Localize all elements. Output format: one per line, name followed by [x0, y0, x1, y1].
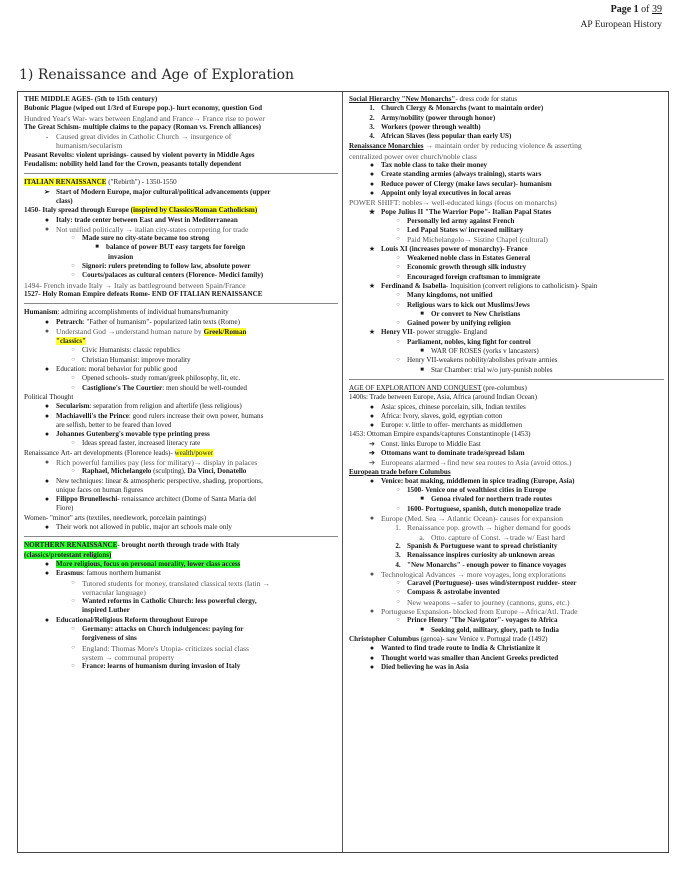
- page-header: [581, 4, 662, 30]
- divider: [24, 303, 338, 304]
- power-shift: POWER SHIFT: nobles→ well-educated kings (focus on monarchs): [349, 198, 557, 208]
- bullet-icon: ●: [44, 476, 50, 485]
- bullet-icon: ●: [369, 161, 375, 170]
- circle-bullet-icon: ○: [71, 579, 75, 586]
- square-bullet-icon: ■: [420, 310, 424, 317]
- circle-bullet-icon: ○: [396, 301, 400, 308]
- circle-bullet-icon: ○: [396, 338, 400, 345]
- square-bullet-icon: ■: [95, 244, 99, 251]
- bullet-icon: ●: [369, 421, 375, 430]
- peasant-revolts: Peasant Revolts: violent uprisings- caused by violent poverty in Middle Ages: [24, 150, 255, 159]
- unit-title: 1) Renaissance and Age of Exploration: [19, 67, 295, 83]
- circle-bullet-icon: ○: [71, 235, 75, 242]
- divider: [24, 173, 338, 174]
- schism-sub: - Caused great divides in Catholic Church → insurgence of: [24, 132, 338, 141]
- year-1494: 1494- French invade Italy → Italy as battleground between Spain/France: [24, 280, 246, 290]
- course-name: AP European History: [580, 20, 662, 30]
- middle-ages-title: THE MIDDLE AGES- (5th to 15th century): [24, 95, 158, 103]
- left-column: THE MIDDLE AGES- (5th to 15th century) Bubonic Plague (wiped out 1/3rd of Europe pop.)- hurt economy, question God Hundred Year's War- wars between England and France→ France rise to power The Great Schism- multiple claims to the papacy (Roman vs. French alliances) - Caused great divides in Catholic Church → insurgence of humanism/secularism Peasant Revolts: violent uprisings- caused by violent poverty in Middle Ages Feudalism: nobility held land for the Crown, peasants totally dependent ITALIAN RENAISSANCE ("Rebirth") - 1350-1550 ➢ Start of Modern Europe, major cultural/political advancements (upper class) 1450- Italy spread through Europe (inspired by Classics/Roman Catholicism) ● Italy: trade center between East and West in Mediterranean ● Not unified politically → italian city-states competing for trade ○ Made sure no city-state became too strong ■ balance of power BUT easy targets for foreign invasion ○ Signori: rulers pretending to follow law, absolute power ○ Courts/palaces as cultural centers (Florence- Medici family) 1494- French invade Italy → Italy as battleground between Spain/France 1527- Holy Roman Empire defeats Rome- END OF ITALIAN RENAISSANCE Humanism: admiring accomplishments of individual humans/humanity ● Petrarch: "Father of humanism"- popularized latin texts (Rome) ● Understand God →understand human nature by Greek/Roman "classics" ○ Civic Humanists: classic republics ○ Christian Humanist: improve morality ● Education: moral behavior for public good ○ Opened schools- study roman/greek philosophy, lit, etc. ○ Castiglione's The Courtier: men should be well-rounded Political Thought ● Secularism: separation from religion and afterlife (less religious) ● Machiavelli's the Prince: good rulers increase their own power, humans are selfish, better to be feared than loved ● Johannes Gutenberg's movable type printing press ○ Ideas spread faster, increased literacy rate Renaissance Art- art developments (Florence leads)- wealth/power ● Rich powerful families pay (less for military)→ display in palaces ○ Raphael, Michelangelo (sculpting), Da Vinci, Donatello ● New techniques: linear & atmospheric perspective, shading, proportions, unique faces on human figures ● Filippo Brunelleschi- renaissance architect (Dome of Santa Maria del Fiore) Women- "minor" arts (textiles, needlework, porcelain paintings) ● Their work not allowed in public, major art schools male only NORTHERN RENAISSANCE- brought north through trade with Italy (classics/protestant religions) ● More religious, focus on personal morality, lower class access ● Erasmus: famous northern humanist ○ Tutored students for money, translated classical texts (latin → vernacular language) ○ Wanted reforms in Catholic Church: less powerful clergy, inspired Luther ● Educational/Religious Reform throughout Europe ○ Germany: attacks on Church indulgences: paying for forgiveness of sins ○ England: Thomas More's Utopia- criticizes social class system → communal property ○ France: learns of humanism during invasion of Italy: [18, 92, 343, 852]
- exploration-title: AGE OF EXPLORATION AND CONQUEST (pre-columbus): [349, 383, 527, 392]
- bullet-icon: ●: [44, 411, 50, 420]
- circle-bullet-icon: ○: [71, 626, 75, 633]
- bullet-icon: ●: [369, 662, 375, 671]
- square-bullet-icon: ■: [420, 496, 424, 503]
- circle-bullet-icon: ○: [71, 384, 75, 391]
- arrow-icon: ➔: [368, 458, 376, 468]
- bullet-icon: ●: [44, 615, 50, 624]
- bullet-icon: ●: [44, 495, 50, 504]
- circle-bullet-icon: ○: [71, 644, 75, 651]
- bullet-icon: ●: [44, 215, 50, 224]
- circle-bullet-icon: ○: [396, 264, 400, 271]
- bullet-icon: ●: [369, 514, 375, 523]
- bullet-icon: ●: [369, 607, 375, 616]
- notes-table: [17, 91, 669, 853]
- circle-bullet-icon: ○: [396, 580, 400, 587]
- arrow-icon: ➔: [369, 448, 375, 457]
- hundred-years-war: Hundred Year's War- wars between England and France→ France rise to power: [24, 113, 265, 123]
- bullet-icon: ●: [44, 326, 50, 335]
- bullet-icon: ●: [44, 430, 50, 439]
- year-1527: 1527- Holy Roman Empire defeats Rome- END OF ITALIAN RENAISSANCE: [24, 289, 263, 298]
- bullet-icon: ●: [369, 179, 375, 188]
- star-icon: ★: [368, 281, 376, 290]
- circle-bullet-icon: ○: [71, 375, 75, 382]
- star-icon: ★: [368, 328, 376, 337]
- circle-bullet-icon: ○: [396, 273, 400, 280]
- feudalism: Feudalism: nobility held land for the Crown, peasants totally dependent: [24, 160, 242, 169]
- circle-bullet-icon: ○: [396, 589, 400, 596]
- square-bullet-icon: ■: [420, 626, 424, 633]
- bullet-icon: ●: [44, 365, 50, 374]
- arrowhead-icon: ➢: [44, 187, 50, 196]
- page-number: Page 1 of 39: [610, 4, 662, 15]
- bullet-icon: ●: [369, 644, 375, 653]
- circle-bullet-icon: ○: [71, 598, 75, 605]
- plague: Bubonic Plague (wiped out 1/3rd of Europe pop.)- hurt economy, question God: [24, 104, 263, 113]
- circle-bullet-icon: ○: [396, 227, 400, 234]
- divider: [349, 379, 664, 380]
- circle-bullet-icon: ○: [71, 272, 75, 279]
- circle-bullet-icon: ○: [71, 263, 75, 270]
- square-bullet-icon: ■: [420, 348, 424, 355]
- circle-bullet-icon: ○: [396, 598, 400, 605]
- circle-bullet-icon: ○: [396, 255, 400, 262]
- bullet-icon: ●: [44, 402, 50, 411]
- right-column: Social Hierarchy "New Monarchs"- dress code for status 1. Church Clergy & Monarchs (want to maintain order) 2. Army/nobility (power through honor) 3. Workers (power through wealth) 4. African Slaves (less popular than early US) Renaissance Monarchies → maintain order by reducing violence & asserting centralized power over church/noble class ● Tax noble class to take their money ● Create standing armies (always training), starts wars ● Reduce power of Clergy (make laws secular)- humanism ● Appoint only loyal executives in local areas POWER SHIFT: nobles→ well-educated kings (focus on monarchs) ★ Pope Julius II "The Warrior Pope"- Italian Papal States ○ Personally led army against French ○ Led Papal States w/ increased military ○ Paid Michelangelo→ Sistine Chapel (cultural) ★ Louis XI (increases power of monarchy)- France ○ Weakened noble class in Estates General ○ Economic growth through silk industry ○ Encouraged foreign craftsman to immigrate ★ Ferdinand & Isabella- Inquisition (convert religions to catholicism)- Spain ○ Many kingdoms, not unified ○ Religious wars to kick out Muslims/Jews ■ Or convert to New Christians ○ Gained power by unifying religion ★ Henry VII- power struggle- England ○ Parliament, nobles, king fight for control ■ WAR OF ROSES (yorks v lancasters) ○ Henry VII-weakens nobility/abolishes private armies ■ Star Chamber: trial w/o jury-punish nobles AGE OF EXPLORATION AND CONQUEST (pre-columbus) 1400s: Trade between Europe, Asia, Africa (around Indian Ocean) ● Asia: spices, chinese porcelain, silk, Indian textiles ● Africa: Ivory, slaves, gold, egyptian cotton ● Europe: v. little to offer- merchants as middlemen 1453: Ottoman Empire expands/captures Constantinople (1453) ➔ Const. links Europe to Middle East ➔ Ottomans want to dominate trade/spread Islam ➔ Europeans alarmed→find new sea routes to Asia (avoid ottos.) European trade before Columbus ● Venice: boat making, middlemen in spice trading (Europe, Asia) ○ 1500- Venice one of wealthiest cities in Europe ■ Genoa rivaled for northern trade routes ○ 1600- Portuguese, spanish, dutch monopolize trade ● Europe (Med. Sea → Atlantic Ocean)- causes for expansion 1. Renaissance pop. growth → higher demand for goods a. Otto. capture of Const. →trade w/ East hard 2. Spanish & Portuguese want to spread christianity 3. Renaissance inspires curiosity ab unknown areas 4. "New Monarchs" - enough power to finance voyages ● Technological Advances → more voyages, long explorations ○ Caravel (Portuguese)- uses wind/sternpost rudder- steer ○ Compass & astrolabe invented ○ New weapons→safer to journey (cannons, guns, etc.) ● Portuguese Expansion- blocked from Europe→Africa/Atl. Trade ○ Prince Henry "The Navigator"- voyages to Africa ■ Seeking gold, military, glory, path to India Christopher Columbus (genoa)- saw Venice v. Portugal trade (1492) ● Wanted to find trade route to India & Christianize it ● Thought world was smaller than Ancient Greeks predicted ● Died believing he was in Asia: [343, 92, 668, 852]
- star-icon: ★: [368, 244, 376, 253]
- before-columbus: European trade before Columbus: [349, 467, 451, 476]
- bullet-icon: ●: [44, 559, 50, 568]
- circle-bullet-icon: ○: [396, 236, 400, 243]
- dash-marker: -: [45, 132, 49, 142]
- circle-bullet-icon: ○: [396, 217, 400, 224]
- bullet-icon: ●: [44, 457, 50, 466]
- circle-bullet-icon: ○: [71, 347, 75, 354]
- bullet-icon: ●: [44, 224, 50, 233]
- bullet-icon: ●: [44, 523, 50, 532]
- circle-bullet-icon: ○: [71, 468, 75, 475]
- divider: [24, 536, 338, 537]
- great-schism: The Great Schism- multiple claims to the papacy (Roman vs. French alliances): [24, 122, 261, 131]
- star-icon: ★: [368, 207, 376, 216]
- bullet-icon: ●: [369, 170, 375, 179]
- social-hierarchy-title: Social Hierarchy "New Monarchs"- dress code for status: [349, 95, 518, 103]
- bullet-icon: ●: [369, 653, 375, 662]
- circle-bullet-icon: ○: [396, 505, 400, 512]
- bullet-icon: ●: [369, 569, 375, 578]
- bullet-icon: ●: [369, 402, 375, 411]
- circle-bullet-icon: ○: [71, 663, 75, 670]
- arrow-icon: ➔: [369, 439, 375, 448]
- northern-title: NORTHERN RENAISSANCE- brought north through trade with Italy: [24, 541, 240, 550]
- italian-title: ITALIAN RENAISSANCE ("Rebirth") - 1350-1550: [24, 178, 177, 187]
- circle-bullet-icon: ○: [396, 617, 400, 624]
- bullet-icon: ●: [369, 188, 375, 197]
- circle-bullet-icon: ○: [396, 292, 400, 299]
- bullet-icon: ●: [44, 569, 50, 578]
- circle-bullet-icon: ○: [396, 487, 400, 494]
- circle-bullet-icon: ○: [396, 357, 400, 364]
- square-bullet-icon: ■: [420, 366, 424, 373]
- bullet-icon: ●: [369, 411, 375, 420]
- circle-bullet-icon: ○: [71, 356, 75, 363]
- circle-bullet-icon: ○: [71, 440, 75, 447]
- humanism-def: Humanism: admiring accomplishments of individual humans/humanity: [24, 308, 229, 317]
- circle-bullet-icon: ○: [396, 320, 400, 327]
- bullet-icon: ●: [44, 317, 50, 326]
- bullet-icon: ●: [369, 476, 375, 485]
